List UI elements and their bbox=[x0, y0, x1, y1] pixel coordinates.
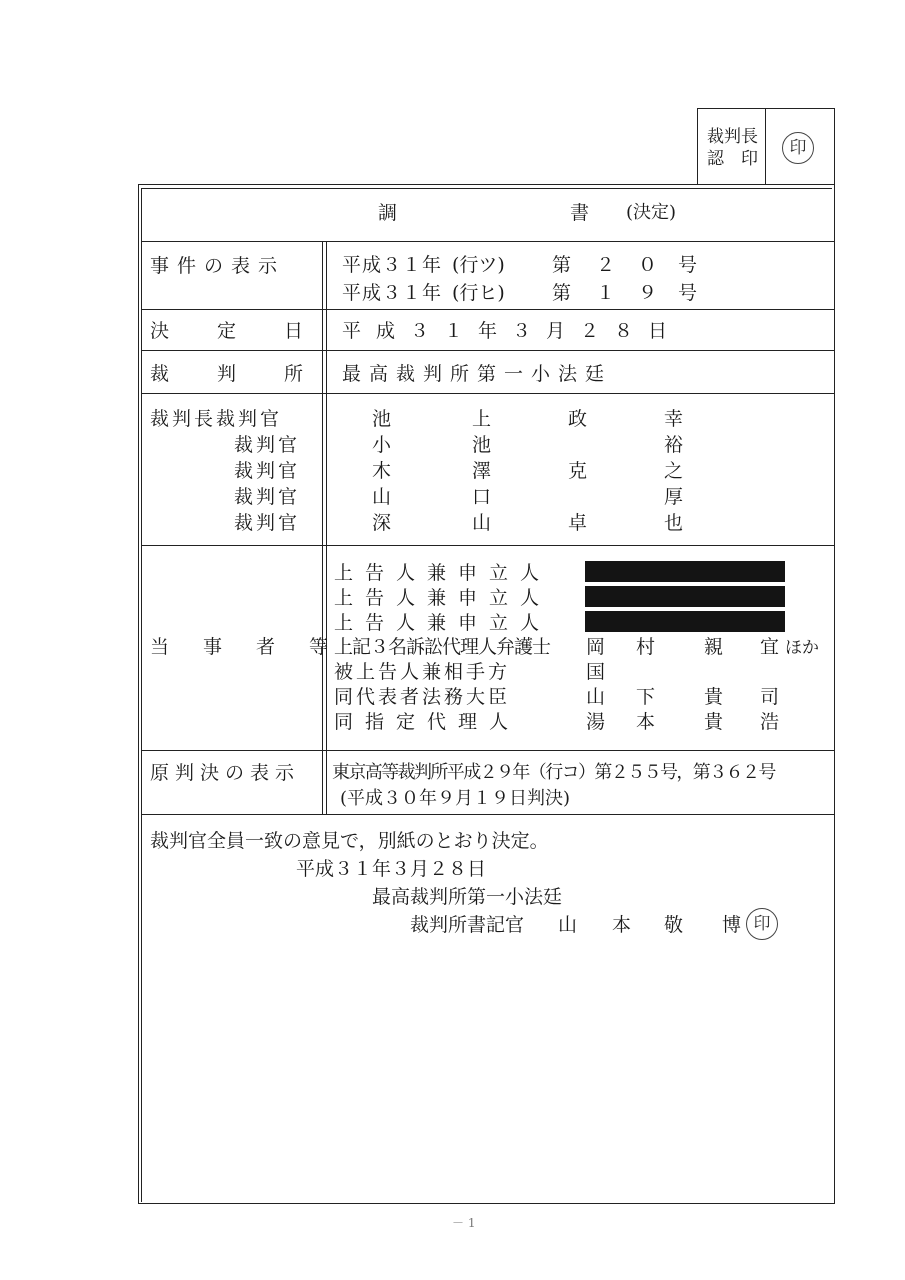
title-main-1: 調 bbox=[378, 202, 398, 224]
approval-box bbox=[697, 108, 835, 184]
parties-label: 当事者等 bbox=[150, 636, 363, 658]
redaction-bar bbox=[585, 611, 785, 632]
original-judgment-label: 原判決の表示 bbox=[150, 762, 301, 784]
court-label: 裁判所 bbox=[150, 363, 352, 385]
approval-label-2: 認 印 bbox=[707, 149, 758, 169]
redaction-bar bbox=[585, 561, 785, 582]
clerk-seal: 印 bbox=[746, 908, 778, 940]
clerk-title: 裁判所書記官 bbox=[410, 914, 525, 936]
decision-statement: 裁判官全員一致の意見で，別紙のとおり決定。 bbox=[150, 830, 549, 852]
court-value: 最高裁判所第一小法廷 bbox=[342, 363, 613, 385]
page-number: － 1 bbox=[452, 1216, 476, 1230]
approval-label-1: 裁判長 bbox=[707, 127, 758, 147]
decision-date-label: 決定日 bbox=[150, 320, 352, 342]
decision-date-value: 平成３１年３月２８日 bbox=[342, 320, 683, 342]
original-judgment-line-1: 東京高等裁判所平成２９年（行コ）第２５５号，第３６２号 bbox=[332, 762, 775, 783]
title-sub: (決定) bbox=[626, 202, 677, 223]
title-main-2: 書 bbox=[570, 202, 590, 224]
original-judgment-line-2: (平成３０年９月１９日判決) bbox=[340, 788, 571, 809]
redaction-bar bbox=[585, 586, 785, 607]
case-label: 事件の表示 bbox=[150, 255, 286, 277]
body-court: 最高裁判所第一小法廷 bbox=[372, 886, 563, 908]
body-date: 平成３１年３月２８日 bbox=[296, 858, 487, 880]
approval-seal: 印 bbox=[782, 132, 814, 164]
